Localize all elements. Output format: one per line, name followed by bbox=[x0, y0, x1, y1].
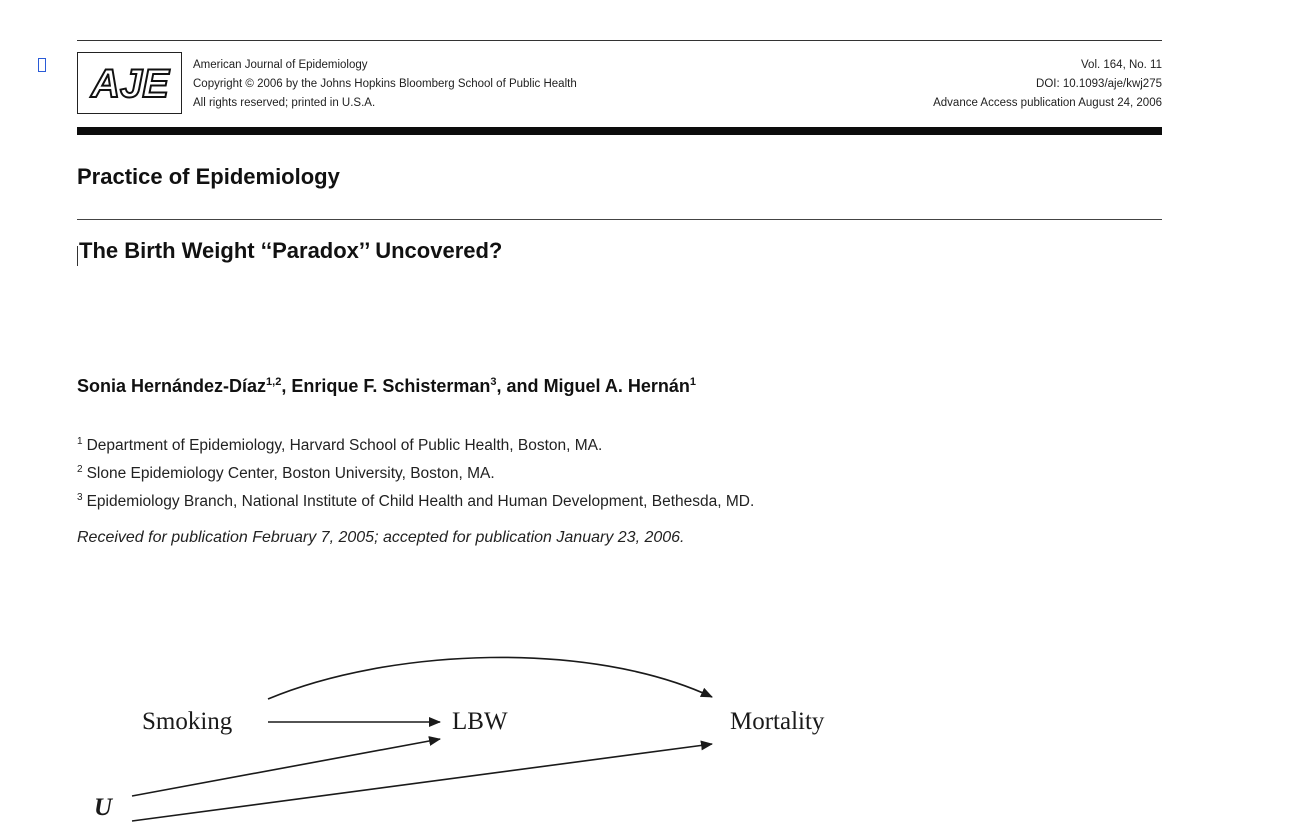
publication-line: Advance Access publication August 24, 2006 bbox=[933, 97, 1162, 109]
edge-smoking-mortality bbox=[268, 657, 712, 699]
edge-u-lbw bbox=[132, 739, 440, 796]
copyright-line: Copyright © 2006 by the Johns Hopkins Bloomberg School of Public Health bbox=[193, 78, 577, 90]
author-name: Sonia Hernández-Díaz bbox=[77, 376, 267, 396]
author-affil-ref: 1 bbox=[689, 376, 697, 388]
edge-u-mortality bbox=[132, 744, 712, 821]
received-line: Received for publication February 7, 2005; accepted for publication January 23, 2006. bbox=[77, 529, 685, 546]
affiliation-text: Slone Epidemiology Center, Boston University, Boston, MA. bbox=[86, 465, 495, 483]
node-lbw: LBW bbox=[452, 708, 508, 735]
author-affil-ref: 1,2 bbox=[266, 376, 282, 388]
node-smoking: Smoking bbox=[142, 708, 233, 735]
author-name: Enrique F. Schisterman bbox=[291, 376, 491, 396]
section-title: Practice of Epidemiology bbox=[77, 164, 340, 189]
author-separator: , and bbox=[496, 376, 544, 396]
doi-line: DOI: 10.1093/aje/kwj275 bbox=[1036, 78, 1162, 90]
rights-line: All rights reserved; printed in U.S.A. bbox=[193, 97, 376, 109]
affiliation-number: 3 bbox=[77, 492, 83, 504]
node-u: U bbox=[94, 794, 113, 821]
paper-title: The Birth Weight ‘‘Paradox’’ Uncovered? bbox=[79, 238, 503, 263]
affiliation-text: Epidemiology Branch, National Institute of Child Health and Human Development, Bethesda, MD. bbox=[86, 493, 755, 511]
affiliation-number: 1 bbox=[77, 436, 83, 447]
affiliation-number: 2 bbox=[77, 464, 83, 476]
author-separator: , bbox=[281, 376, 292, 396]
author-name: Miguel A. Hernán bbox=[543, 376, 690, 396]
logo-text: AJE bbox=[91, 62, 169, 106]
node-mortality: Mortality bbox=[730, 708, 825, 735]
journal-name: American Journal of Epidemiology bbox=[193, 59, 368, 71]
author-affil-ref: 3 bbox=[490, 376, 497, 388]
affiliation-text: Department of Epidemiology, Harvard School of Public Health, Boston, MA. bbox=[86, 437, 603, 455]
volume-line: Vol. 164, No. 11 bbox=[1081, 59, 1162, 71]
